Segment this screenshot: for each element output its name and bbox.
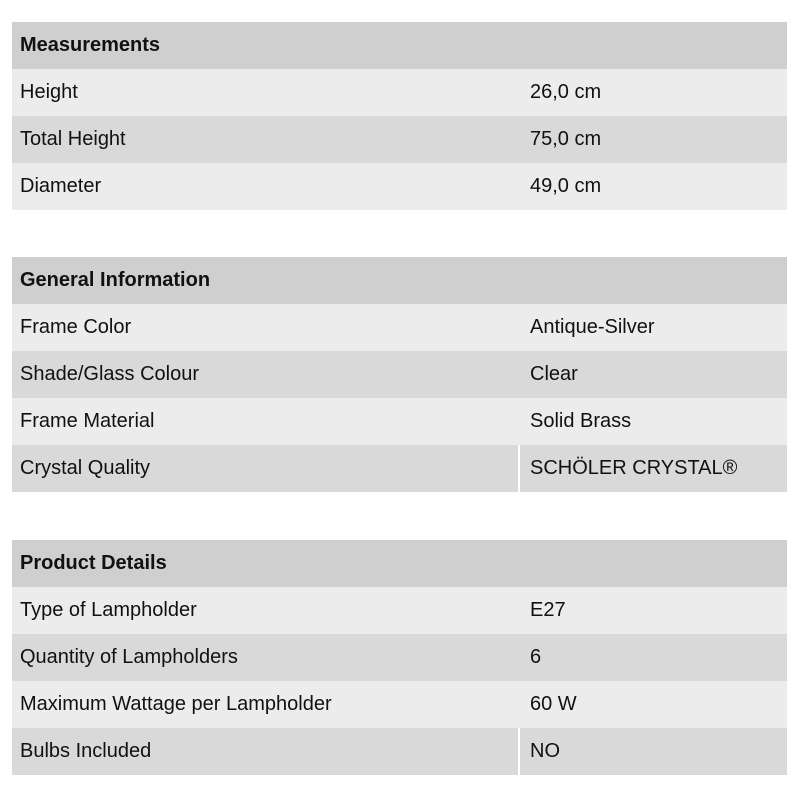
row-label: Frame Color (20, 316, 132, 338)
row-label: Maximum Wattage per Lampholder (20, 693, 332, 715)
row-value: Antique-Silver (530, 316, 655, 338)
general-information-table (12, 257, 787, 492)
row-label: Crystal Quality (12, 445, 520, 492)
row-label: Bulbs Included (12, 728, 520, 775)
row-value: 6 (530, 646, 542, 668)
row-value: SCHÖLER CRYSTAL® (530, 457, 738, 479)
row-value: Solid Brass (530, 410, 632, 432)
row-value: Clear (530, 363, 578, 385)
table-row (12, 634, 787, 681)
general-information-header: General Information (12, 257, 787, 304)
measurements-table (12, 22, 787, 210)
table-row (12, 398, 787, 445)
table-row (12, 116, 787, 163)
table-row (12, 681, 787, 728)
table-row (12, 351, 787, 398)
product-details-table (12, 540, 787, 775)
row-label: Type of Lampholder (20, 599, 197, 621)
row-value: NO (530, 740, 560, 762)
table-row (12, 587, 787, 634)
table-row (12, 163, 787, 210)
row-value: E27 (530, 599, 566, 621)
row-label: Quantity of Lampholders (20, 646, 238, 668)
row-value: 60 W (530, 693, 577, 715)
table-row (12, 728, 787, 775)
table-row (12, 445, 787, 492)
table-row (12, 304, 787, 351)
row-label: Diameter (20, 175, 102, 197)
row-label: Height (20, 81, 78, 103)
row-value: 26,0 cm (530, 81, 602, 103)
row-value: 75,0 cm (530, 128, 602, 150)
product-details-header: Product Details (12, 540, 787, 587)
table-row (12, 69, 787, 116)
row-label: Frame Material (20, 410, 155, 432)
row-label: Total Height (20, 128, 126, 150)
row-label: Shade/Glass Colour (20, 363, 199, 385)
row-value: 49,0 cm (530, 175, 602, 197)
measurements-header: Measurements (12, 22, 787, 69)
